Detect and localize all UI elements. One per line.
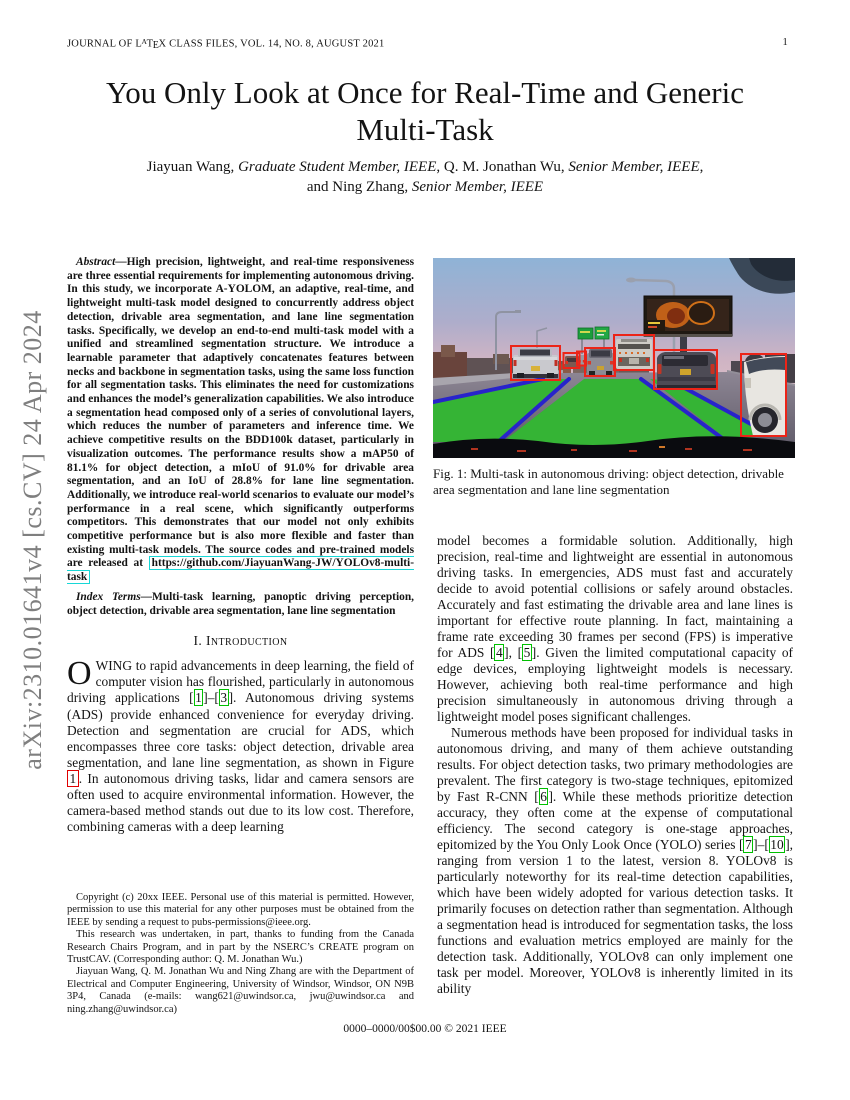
- journal-header: [67, 37, 384, 51]
- right-column: [437, 533, 793, 997]
- text-segment: ]. Given the limited computational capacity of edge devices, employing lightweight models is necessary. However, achieving both real-time performance and high precision simultaneously in autonomous driving through a lightweight model poses significant challenges.: [437, 645, 793, 724]
- text-segment: JOURNAL OF L: [67, 38, 142, 50]
- text-segment: Abstract: [76, 256, 116, 268]
- author-line-2: [0, 178, 850, 198]
- arxiv-stamp: arXiv:2310.01641v4 [cs.CV] 24 Apr 2024: [18, 310, 47, 770]
- text-segment: Graduate Student Member, IEEE: [238, 159, 437, 175]
- text-segment: and Ning Zhang,: [306, 178, 412, 195]
- author-list: [0, 158, 850, 197]
- text-segment: WING to rapid advancements in deep learning, the field of computer vision has flourished, particularly in autonomous driving applications [: [67, 658, 414, 706]
- footnote-block: [67, 892, 414, 1016]
- text-segment: —Multi-task learning, panoptic driving perception, object detection, drivable area segmentation, lane line segmentation: [67, 590, 414, 617]
- figure-1-reference[interactable]: 1: [67, 770, 79, 787]
- vehicle-bus: [616, 339, 652, 369]
- title-line-2: Multi-Task: [356, 112, 494, 147]
- author-line-1: [0, 158, 850, 178]
- text-segment: ], [: [504, 645, 523, 660]
- figure1-caption: Fig. 1: Multi-task in autonomous driving: object detection, drivable area segmentation and lane line segmentation: [433, 466, 784, 497]
- introduction-text: [67, 655, 415, 835]
- index-terms-paragraph: [67, 591, 414, 618]
- paper-title: [0, 74, 850, 148]
- figure1: [433, 258, 795, 458]
- text-segment: —High precision, lightweight, and real-time responsiveness are three essential requirements for implementing autonomous driving. In this study, we incorporate A-YOLOM, an adaptive, real-time, and lightweight multi-task model designed to concurrently address object detection, drivable area segmentation, and lane line segmentation tasks. Specifically, we develop an end-to-end multi-task model with a unified and streamlined segmentation structure. We introduce a learnable parameter that adaptively concatenates features between necks and backbone in segmentation tasks, using the same loss function for all segmentation tasks. This eliminates the need for customizations and enhances the model’s generalization capabilities. We also introduce a segmentation head composed only of a series of convolutional layers, which reduces the number of parameters and inference time. We achieve competitive results on the BDD100k dataset, particularly in visualization outcomes. The performance results show a mAP50 of 81.1% for object detection, a mIoU of 91.0% for drivable area segmentation, and an IoU of 28.8% for lane line segmentation. Additionally, we introduce real-world scenarios to evaluate our model’s performance in a real scene, which significantly outperforms competitors. This demonstrates that our model not only exhibits competitive performance but is also more flexible and faster than existing multi-task models. The source codes and pre-trained models are released at: [67, 256, 414, 570]
- text-segment: E: [152, 40, 160, 51]
- drop-cap: O: [67, 655, 92, 693]
- vehicle-minivan: [657, 352, 716, 389]
- text-segment: A: [141, 37, 148, 46]
- body-paragraph-2: [437, 725, 793, 997]
- citation-10[interactable]: 10: [770, 837, 784, 852]
- text-segment: . In autonomous driving tasks, lidar and camera sensors are often used to acquire environmental information. However, the camera-based method stands out due to its low cost. Therefore, combining cameras with a deep learning: [67, 770, 414, 835]
- citation-6[interactable]: 6: [540, 789, 547, 804]
- text-segment: ,: [699, 159, 704, 175]
- text-segment: , Q. M. Jonathan Wu,: [436, 159, 569, 175]
- section-heading-introduction: I. Introduction: [193, 633, 288, 649]
- footnote-affiliation: Jiayuan Wang, Q. M. Jonathan Wu and Ning Zhang are with the Department of Electrical and Computer Engineering, University of Windsor, Windsor, ON N9B 3P4, Canada (e-mails: wang621@uwindsor.ca, jwu@uwindsor.ca and ning.zhang@uwindsor.ca): [67, 966, 414, 1015]
- text-segment: Numerous methods have been proposed for individual tasks in autonomous driving, and many of them achieve outstanding results. For object detection tasks, two primary methodologies are prevalent. The first category is two-stage techniques, epitomized by Fast R-CNN [: [437, 725, 793, 804]
- page-number: 1: [782, 37, 788, 48]
- text-segment: Senior Member, IEEE: [568, 159, 700, 175]
- citation-4[interactable]: 4: [495, 645, 503, 660]
- text-segment: model becomes a formidable solution. Additionally, high precision, real-time and lightweight are essential in autonomous driving tasks. In emergencies, ADS must fast and accurately decide to avoid potential collisions or safely around obstacles. Accurately and fast estimating the drivable area and lane lines is important for effective route planning. In fact, maintaining a frame rate exceeding 30 frames per second (FPS) is imperative for ADS [: [437, 533, 793, 660]
- introduction-paragraph: [67, 655, 415, 835]
- footnote-copyright: Copyright (c) 20xx IEEE. Personal use of this material is permitted. However, permission to use this material for any other purposes must be obtained from the IEEE by sending a request to pubs-permissions@ieee.org.: [67, 892, 414, 928]
- citation-5[interactable]: 5: [523, 645, 531, 660]
- text-segment: Senior Member, IEEE: [411, 178, 544, 195]
- vehicle-suv: [587, 349, 614, 375]
- text-segment: Index Terms: [76, 590, 141, 603]
- footer-copyright-line: 0000–0000/00$00.00 © 2021 IEEE: [343, 1023, 507, 1035]
- figure1-image: [433, 258, 795, 458]
- text-segment: ]–[: [753, 837, 769, 852]
- text-segment: ]. While these methods prioritize detection accuracy, they often come at the expense of computational efficiency. The second category is one-stage approaches, epitomized by the You Only Look Once (YOLO) series [: [437, 789, 793, 852]
- github-link[interactable]: https://github.com/JiayuanWang-JW/YOLOv8-multi-task: [67, 557, 414, 584]
- text-segment: X CLASS FILES, VOL. 14, NO. 8, AUGUST 2021: [158, 38, 385, 50]
- citation-1[interactable]: 1: [195, 690, 202, 706]
- text-segment: T: [146, 38, 154, 50]
- vehicle-pickup-truck: [513, 348, 558, 378]
- title-line-1: You Only Look at Once for Real-Time and Generic: [106, 75, 744, 110]
- footnote-funding: This research was undertaken, in part, thanks to funding from the Canada Research Chairs Program, and in part by the NSERC’s CREATE program on TrustCAV. (Corresponding author: Q. M. Jonathan Wu.): [67, 929, 414, 966]
- left-column: [67, 256, 414, 835]
- citation-3[interactable]: 3: [220, 690, 228, 706]
- text-segment: ], ranging from version 1 to the latest, version 8. YOLOv8 is particularly noteworthy for its real-time detection capabilities, which have been widely adopted for various detection tasks. It primarily focuses on detection rather than segmentation. Although a segmentation head is introduced for segmentation tasks, the loss functions and evaluation metrics employed are mainly for the detection task. Additionally, YOLOv8 can only implement one task per model. Moreover, YOLOv8 is inherently limited in its ability: [437, 837, 793, 996]
- running-header: [67, 37, 788, 51]
- text-segment: Jiayuan Wang,: [146, 159, 239, 175]
- text-segment: ]. Autonomous driving systems (ADS) provide enhanced convenience for everyday driving. Detection and segmentation are crucial for ADS, which encompasses three core tasks: object detection, drivable area segmentation, and lane line segmentation, as shown in Figure: [67, 690, 415, 770]
- abstract-paragraph: [67, 256, 414, 585]
- text-segment: ]–[: [203, 690, 219, 706]
- citation-7[interactable]: 7: [744, 837, 752, 852]
- body-paragraph-1: [437, 533, 793, 725]
